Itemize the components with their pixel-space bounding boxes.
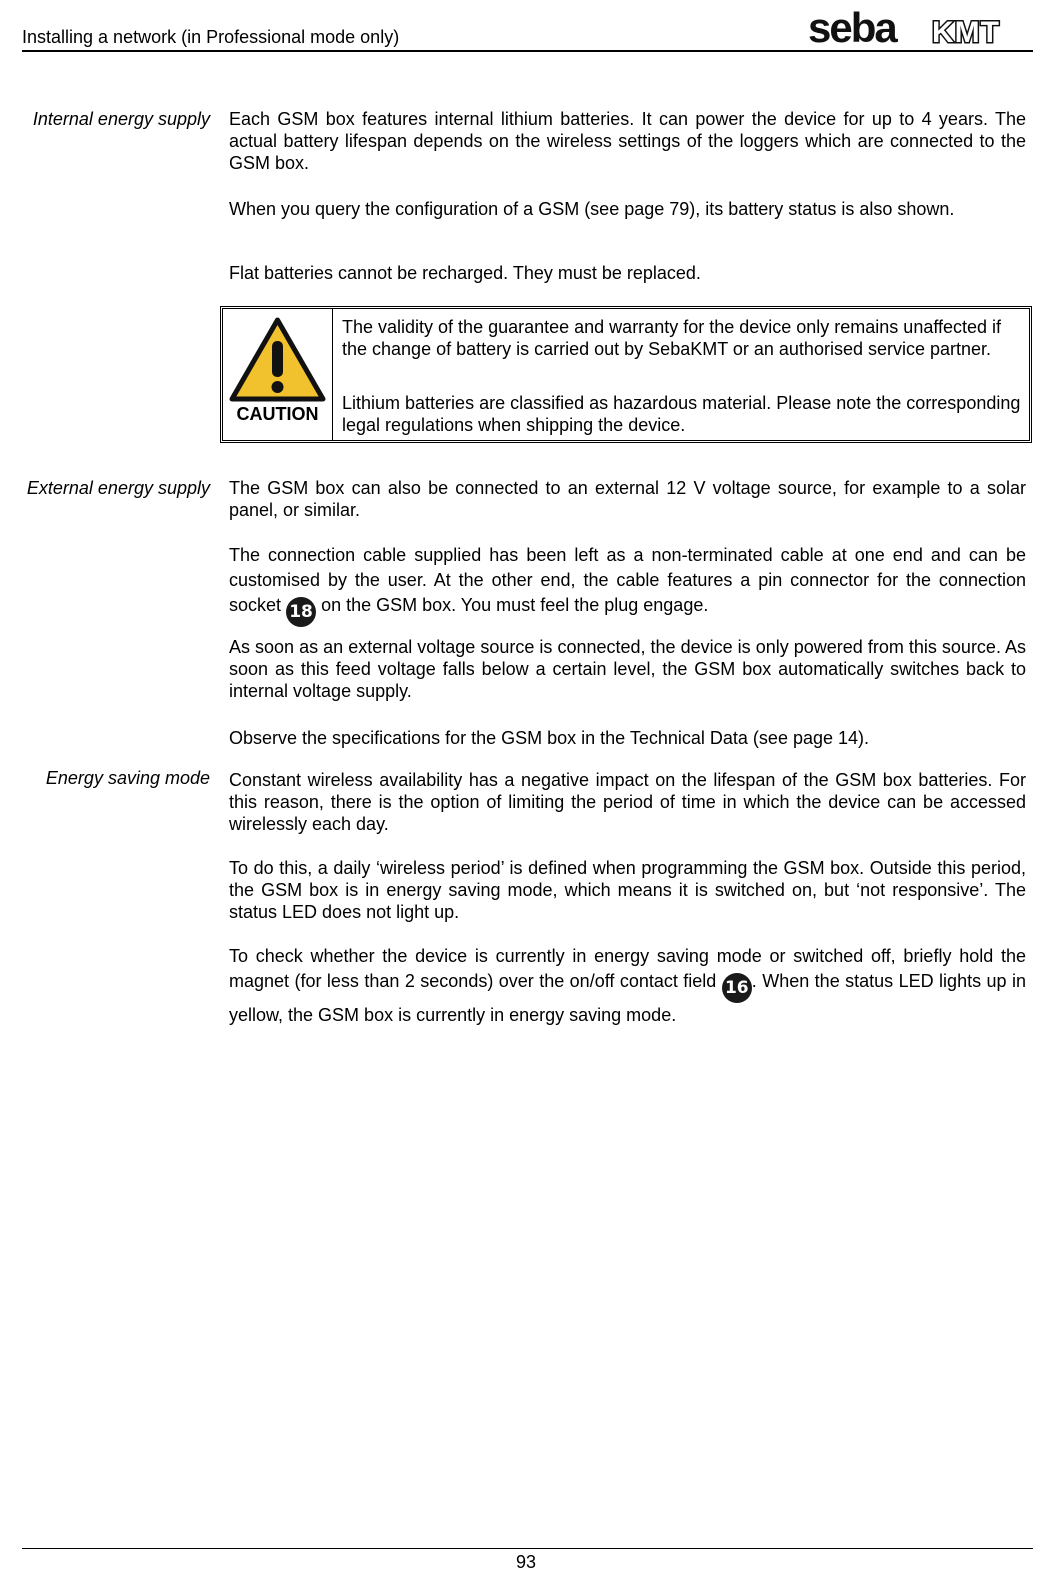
caution-icon-cell: [223, 309, 333, 440]
header-title: Installing a network (in Professional mode only): [22, 27, 400, 47]
side-label-external: External energy supply: [26, 478, 210, 498]
caution-box: [220, 306, 1032, 443]
paragraph-external-2: [229, 543, 1026, 627]
contact-field-badge: 16: [722, 973, 752, 1003]
svg-text:seba: seba: [808, 6, 896, 48]
paragraph-external-2-text-a: The connection cable supplied has been left as a non-terminated cable at one end and can be customised by the user. At the other end, the cable features a pin connector for the connection socket: [229, 545, 1026, 615]
caution-text-2: Lithium batteries are classified as hazardous material. Please note the corresponding legal regulations when shipping the device.: [342, 393, 1021, 435]
paragraph-internal-1: Each GSM box features internal lithium batteries. It can power the device for up to 4 years. The actual battery lifespan depends on the wireless settings of the loggers which are connected to the GSM box.: [229, 109, 1026, 173]
svg-text:KMT: KMT: [932, 16, 1000, 48]
connection-socket-badge: 18: [286, 597, 316, 627]
paragraph-external-1: The GSM box can also be connected to an external 12 V voltage source, for example to a solar panel, or similar.: [229, 478, 1026, 520]
paragraph-internal-3: Flat batteries cannot be recharged. They must be replaced.: [229, 263, 701, 283]
footer-rule: [22, 1548, 1033, 1549]
paragraph-saving-2: To do this, a daily ‘wireless period’ is defined when programming the GSM box. Outside this period, the GSM box is in energy saving mode, which means it is switched on, but ‘not responsive’. The status LED does not light up.: [229, 858, 1026, 922]
paragraph-saving-3-text-b: . When the status LED lights up in yellow, the GSM box is currently in energy saving mode.: [229, 971, 1026, 1025]
warning-triangle-icon: [229, 317, 326, 403]
paragraph-internal-2: When you query the configuration of a GSM (see page 79), its battery status is also shown.: [229, 199, 955, 219]
side-label-internal: Internal energy supply: [32, 109, 210, 129]
paragraph-saving-3-text-a: To check whether the device is currently in energy saving mode or switched off, briefly hold the magnet (for less than 2 seconds) over the on/off contact field: [229, 946, 1026, 991]
header-rule: [22, 50, 1033, 52]
page-number: 93: [515, 1552, 537, 1572]
paragraph-external-4: Observe the specifications for the GSM box in the Technical Data (see page 14).: [229, 728, 870, 748]
paragraph-saving-3: [229, 944, 1026, 1028]
caution-label: CAUTION: [236, 404, 319, 424]
paragraph-external-3: As soon as an external voltage source is connected, the device is only powered from this source. As soon as this feed voltage falls below a certain level, the GSM box automatically switches back to internal voltage supply.: [229, 637, 1026, 701]
paragraph-external-2-text-b: on the GSM box. You must feel the plug engage.: [321, 595, 709, 615]
paragraph-saving-1: Constant wireless availability has a negative impact on the lifespan of the GSM box batteries. For this reason, there is the option of limiting the period of time in which the device can be accessed wirelessly each day.: [229, 770, 1026, 834]
caution-text-1: The validity of the guarantee and warranty for the device only remains unaffected if the change of battery is carried out by SebaKMT or an authorised service partner.: [342, 317, 1002, 359]
side-label-saving: Energy saving mode: [45, 768, 210, 788]
sebakmt-logo: [808, 6, 1030, 48]
